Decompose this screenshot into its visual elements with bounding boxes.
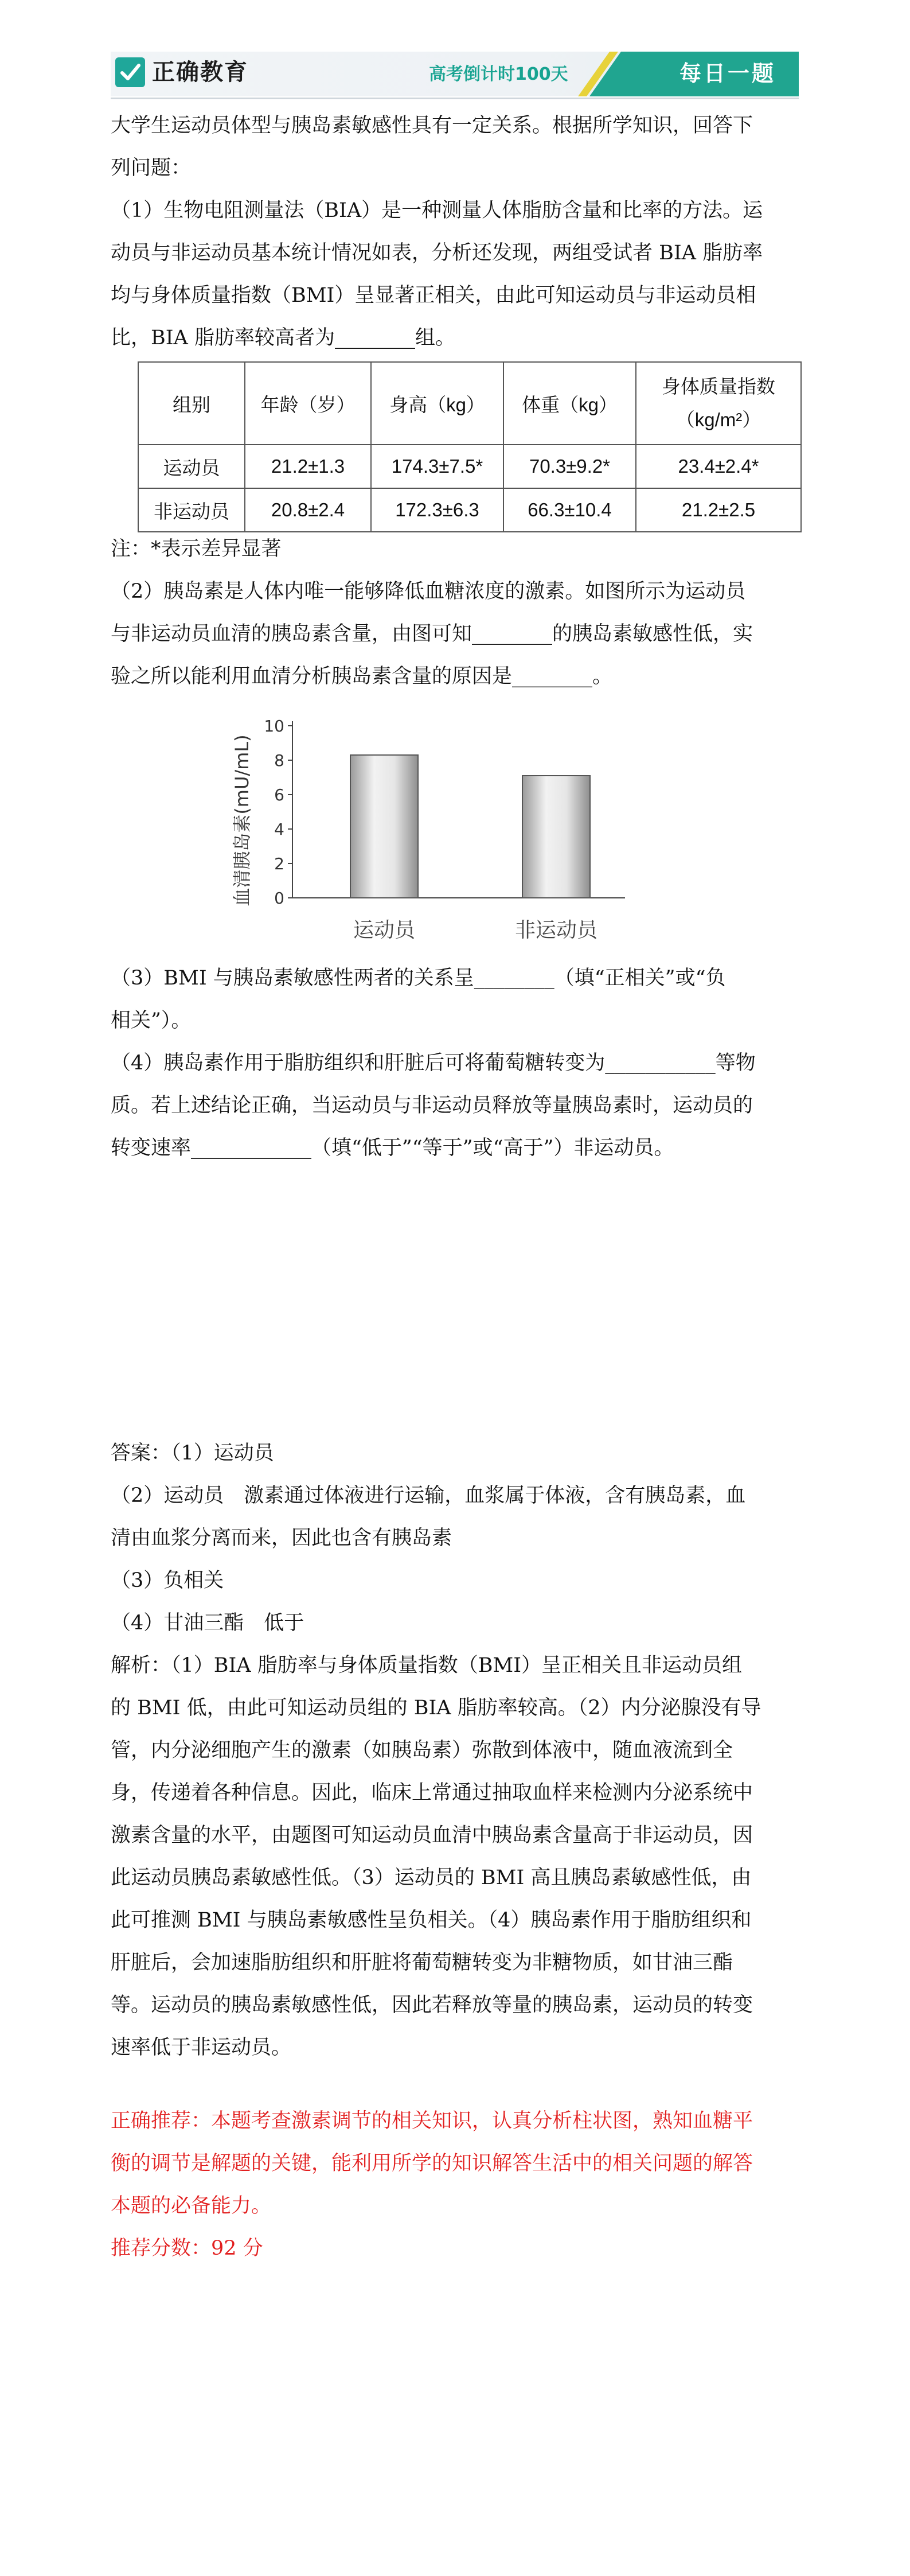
answer-line: （3）负相关 bbox=[111, 1569, 224, 1592]
recommend-line: 衡的调节是解题的关键，能利用所学的知识解答生活中的相关问题的解答 bbox=[111, 2152, 753, 2175]
header-divider bbox=[111, 98, 799, 99]
recommend-score: 推荐分数：92 分 bbox=[111, 2237, 263, 2260]
table-header-row bbox=[138, 362, 801, 445]
recommend-line: 正确推荐：本题考查激素调节的相关知识，认真分析柱状图，熟知血糖平 bbox=[111, 2110, 753, 2133]
y-axis-label: 血清胰岛素(mU/mL) bbox=[231, 734, 253, 906]
x-category-label: 非运动员 bbox=[514, 919, 598, 942]
table-cell: 172.3±6.3 bbox=[371, 488, 503, 532]
table-cell: 23.4±2.4* bbox=[636, 445, 801, 488]
daily-question-ribbon bbox=[578, 52, 799, 96]
bar bbox=[522, 776, 590, 898]
explanation-line: 管，内分泌细胞产生的激素（如胰岛素）弥散到体液中，随血液流到全 bbox=[111, 1739, 733, 1762]
question-4-line: 转变速率____________（填“低于”“等于”或“高于”）非运动员。 bbox=[111, 1137, 674, 1159]
table-header-cell: 身高（kg） bbox=[371, 362, 503, 445]
explanation-line: 解析：（1）BIA 脂肪率与身体质量指数（BMI）呈正相关且非运动员组 bbox=[111, 1654, 743, 1677]
question-2-line: （2）胰岛素是人体内唯一能够降低血糖浓度的激素。如图所示为运动员 bbox=[111, 580, 746, 603]
question-1-line: 均与身体质量指数（BMI）呈显著正相关，由此可知运动员与非运动员相 bbox=[111, 284, 756, 307]
recommend-line: 本题的必备能力。 bbox=[111, 2194, 272, 2217]
insulin-bar-chart bbox=[224, 709, 659, 955]
table-cell: 66.3±10.4 bbox=[503, 488, 636, 532]
question-4-line: 质。若上述结论正确，当运动员与非运动员释放等量胰岛素时，运动员的 bbox=[111, 1094, 753, 1117]
question-1-line: 比，BIA 脂肪率较高者为________组。 bbox=[111, 326, 455, 349]
question-intro-line: 大学生运动员体型与胰岛素敏感性具有一定关系。根据所学知识，回答下 bbox=[111, 114, 753, 137]
explanation-line: 激素含量的水平，由题图可知运动员血清中胰岛素含量高于非运动员，因 bbox=[111, 1824, 753, 1847]
x-category-label: 运动员 bbox=[353, 919, 416, 942]
table-cell: 70.3±9.2* bbox=[503, 445, 636, 488]
table-header-cell: 体重（kg） bbox=[503, 362, 636, 445]
table-note: 注：*表示差异显著 bbox=[111, 538, 282, 561]
table-cell: 运动员 bbox=[138, 445, 245, 488]
table-cell: 21.2±1.3 bbox=[245, 445, 371, 488]
table-cell: 21.2±2.5 bbox=[636, 488, 801, 532]
explanation-line: 身，传递着各种信息。因此，临床上常通过抽取血样来检测内分泌系统中 bbox=[111, 1781, 753, 1804]
table-header-cell bbox=[636, 362, 801, 445]
explanation-line: 速率低于非运动员。 bbox=[111, 2036, 292, 2059]
y-tick-label: 4 bbox=[274, 820, 284, 839]
y-tick-label: 8 bbox=[274, 751, 284, 770]
question-intro-line: 列问题： bbox=[111, 157, 192, 180]
table-cell: 非运动员 bbox=[138, 488, 245, 532]
question-1-line: （1）生物电阻测量法（BIA）是一种测量人体脂肪含量和比率的方法。运 bbox=[111, 199, 763, 222]
answer-line: 答案：（1）运动员 bbox=[111, 1442, 274, 1465]
explanation-line: 等。运动员的胰岛素敏感性低，因此若释放等量的胰岛素，运动员的转变 bbox=[111, 1994, 753, 2017]
countdown-text: 高考倒计时100天 bbox=[429, 64, 568, 84]
question-3-line: （3）BMI 与胰岛素敏感性两者的关系呈________（填“正相关”或“负 bbox=[111, 967, 726, 990]
table-header-cell: 年龄（岁） bbox=[245, 362, 371, 445]
question-4-line: （4）胰岛素作用于脂肪组织和肝脏后可将葡萄糖转变为___________等物 bbox=[111, 1052, 756, 1075]
table-header-bmi: 身体质量指数 bbox=[662, 376, 775, 397]
header-banner bbox=[111, 52, 799, 96]
y-tick-label: 0 bbox=[274, 889, 284, 908]
question-3-line: 相关”）。 bbox=[111, 1009, 192, 1032]
table-row bbox=[138, 445, 801, 488]
question-2-line: 验之所以能利用血清分析胰岛素含量的原因是________。 bbox=[111, 665, 613, 688]
statistics-table bbox=[138, 361, 802, 532]
y-tick-label: 6 bbox=[274, 785, 284, 804]
answer-line: （4）甘油三酯 低于 bbox=[111, 1612, 304, 1635]
explanation-line: 肝脏后，会加速脂肪组织和肝脏将葡萄糖转变为非糖物质，如甘油三酯 bbox=[111, 1951, 733, 1974]
table-header-bmi-unit: （kg/m²） bbox=[675, 409, 761, 430]
y-tick-label: 10 bbox=[264, 717, 284, 736]
explanation-line: 此可推测 BMI 与胰岛素敏感性呈负相关。（4）胰岛素作用于脂肪组织和 bbox=[111, 1909, 752, 1932]
answer-line: 清由血浆分离而来，因此也含有胰岛素 bbox=[111, 1527, 452, 1550]
table-cell: 174.3±7.5* bbox=[371, 445, 503, 488]
explanation-line: 的 BMI 低，由此可知运动员组的 BIA 脂肪率较高。（2）内分泌腺没有导 bbox=[111, 1696, 761, 1719]
ribbon-label: 每日一题 bbox=[679, 61, 776, 86]
brand-name: 正确教育 bbox=[152, 59, 248, 85]
checkmark-icon bbox=[115, 57, 145, 87]
table-header-cell: 组别 bbox=[138, 362, 245, 445]
table-cell: 20.8±2.4 bbox=[245, 488, 371, 532]
explanation-line: 此运动员胰岛素敏感性低。（3）运动员的 BMI 高且胰岛素敏感性低，由 bbox=[111, 1866, 752, 1889]
answer-line: （2）运动员 激素通过体液进行运输，血浆属于体液，含有胰岛素，血 bbox=[111, 1484, 746, 1507]
question-1-line: 动员与非运动员基本统计情况如表，分析还发现，两组受试者 BIA 脂肪率 bbox=[111, 242, 763, 264]
chart-plot bbox=[224, 709, 659, 955]
table-row bbox=[138, 488, 801, 532]
bar bbox=[350, 755, 418, 898]
question-2-line: 与非运动员血清的胰岛素含量，由图可知________的胰岛素敏感性低，实 bbox=[111, 622, 753, 645]
y-tick-label: 2 bbox=[274, 854, 284, 873]
